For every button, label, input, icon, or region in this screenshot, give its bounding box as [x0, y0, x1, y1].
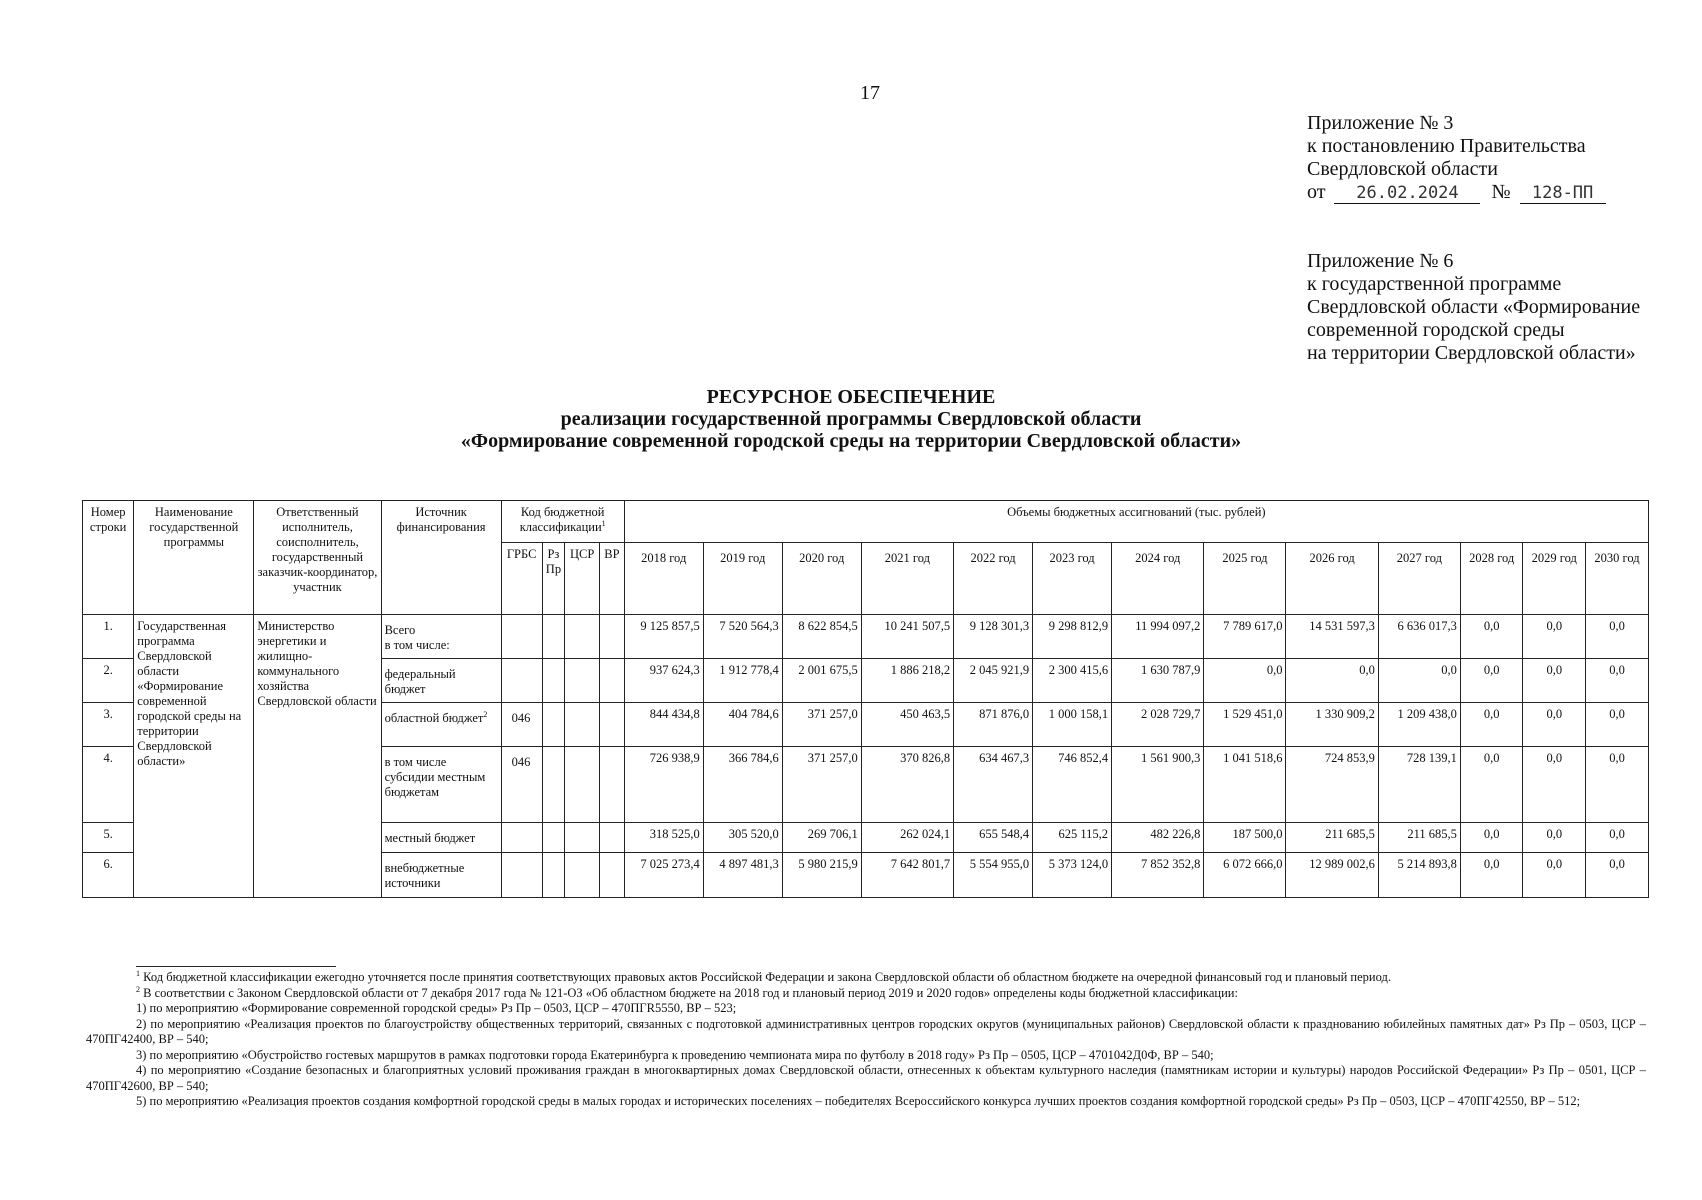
header-year: 2026 год [1286, 543, 1378, 615]
value-cell: 318 525,0 [624, 823, 703, 853]
value-cell: 1 041 518,6 [1204, 747, 1286, 823]
vr-cell [600, 853, 625, 898]
value-cell: 0,0 [1523, 703, 1586, 747]
title-line: реализации государственной программы Свердловской области [560, 408, 1142, 430]
annex-6-line: к государственной программе [1307, 273, 1562, 295]
header-row-number: Номер строки [83, 501, 134, 615]
source-cell [381, 659, 501, 703]
annex-6-line: Свердловской области «Формирование [1307, 296, 1641, 318]
source-cell [381, 615, 501, 659]
value-cell: 0,0 [1460, 659, 1523, 703]
source-cell [381, 823, 501, 853]
value-cell: 0,0 [1523, 823, 1586, 853]
value-cell: 0,0 [1460, 615, 1523, 659]
header-year: 2020 год [782, 543, 861, 615]
value-cell: 371 257,0 [782, 703, 861, 747]
header-grbs: ГРБС [501, 543, 542, 615]
vr-cell [600, 659, 625, 703]
grbs-cell: 046 [501, 703, 542, 747]
value-cell: 187 500,0 [1204, 823, 1286, 853]
value-cell: 305 520,0 [703, 823, 782, 853]
header-source: Источник финансирования [381, 501, 501, 615]
value-cell: 1 886 218,2 [861, 659, 953, 703]
value-cell: 871 876,0 [954, 703, 1033, 747]
value-cell: 7 520 564,3 [703, 615, 782, 659]
value-cell: 269 706,1 [782, 823, 861, 853]
header-year: 2025 год [1204, 543, 1286, 615]
value-cell: 1 330 909,2 [1286, 703, 1378, 747]
value-cell: 4 897 481,3 [703, 853, 782, 898]
value-cell: 655 548,4 [954, 823, 1033, 853]
rzpr-cell [542, 823, 565, 853]
value-cell: 6 072 666,0 [1204, 853, 1286, 898]
value-cell: 5 214 893,8 [1378, 853, 1460, 898]
header-year: 2028 год [1460, 543, 1523, 615]
value-cell: 937 624,3 [624, 659, 703, 703]
row-number: 2. [83, 659, 134, 703]
annex-6-line: современной городской среды [1307, 319, 1565, 341]
header-year: 2022 год [954, 543, 1033, 615]
header-year: 2024 год [1112, 543, 1204, 615]
value-cell: 12 989 002,6 [1286, 853, 1378, 898]
footnote-ref-1: 1 [601, 518, 606, 528]
value-cell: 2 028 729,7 [1112, 703, 1204, 747]
value-cell: 14 531 597,3 [1286, 615, 1378, 659]
value-cell: 634 467,3 [954, 747, 1033, 823]
vr-cell [600, 747, 625, 823]
header-year: 2019 год [703, 543, 782, 615]
value-cell: 7 852 352,8 [1112, 853, 1204, 898]
value-cell: 2 001 675,5 [782, 659, 861, 703]
value-cell: 1 561 900,3 [1112, 747, 1204, 823]
header-year: 2023 год [1033, 543, 1112, 615]
footnote-1 [86, 970, 1646, 986]
value-cell: 0,0 [1586, 823, 1649, 853]
value-cell: 0,0 [1286, 659, 1378, 703]
header-rzpr: Рз Пр [542, 543, 565, 615]
value-cell: 0,0 [1523, 853, 1586, 898]
value-cell: 0,0 [1460, 747, 1523, 823]
header-year: 2030 год [1586, 543, 1649, 615]
value-cell: 0,0 [1586, 615, 1649, 659]
rzpr-cell [542, 853, 565, 898]
header-responsible: Ответственный исполнитель, соисполнитель, государственный заказчик-координатор, участник [254, 501, 381, 615]
title-line: «Формирование современной городской среды на территории Свердловской области» [460, 430, 1242, 452]
value-cell: 1 000 158,1 [1033, 703, 1112, 747]
rzpr-cell [542, 659, 565, 703]
value-cell: 8 622 854,5 [782, 615, 861, 659]
csr-cell [565, 615, 600, 659]
annex-3-date-line [1307, 181, 1606, 204]
value-cell: 0,0 [1586, 853, 1649, 898]
grbs-cell [501, 853, 542, 898]
row-number: 6. [83, 853, 134, 898]
value-cell: 262 024,1 [861, 823, 953, 853]
header-budget-code-text: Код бюджетной классификации [519, 505, 605, 534]
footnote-item: 3) по мероприятию «Обустройство гостевых маршрутов в рамках подготовки города Екатеринбурга к проведению чемпионата мира по футболу в 2018 году» Рз Пр – 0505, ЦСР – 4701042Д0Ф, ВР – 540; [136, 1047, 1214, 1062]
table-row [83, 615, 1649, 659]
source-text: федеральный бюджет [384, 667, 456, 696]
source-text: Всего в том числе: [384, 623, 450, 652]
value-cell: 371 257,0 [782, 747, 861, 823]
annex-3-line: к постановлению Правительства [1307, 135, 1586, 157]
header-year: 2018 год [624, 543, 703, 615]
value-cell: 1 209 438,0 [1378, 703, 1460, 747]
grbs-cell: 046 [501, 747, 542, 823]
value-cell: 5 980 215,9 [782, 853, 861, 898]
grbs-cell [501, 823, 542, 853]
value-cell: 5 373 124,0 [1033, 853, 1112, 898]
footnote-mark: 1 [136, 968, 140, 978]
value-cell: 6 636 017,3 [1378, 615, 1460, 659]
value-cell: 1 630 787,9 [1112, 659, 1204, 703]
vr-cell [600, 823, 625, 853]
header-volumes: Объемы бюджетных ассигнований (тыс. рублей) [624, 501, 1648, 543]
header-year: 2021 год [861, 543, 953, 615]
source-text: в том числе субсидии местным бюджетам [384, 755, 486, 799]
footnotes [86, 970, 1646, 1110]
value-cell: 9 298 812,9 [1033, 615, 1112, 659]
value-cell: 7 789 617,0 [1204, 615, 1286, 659]
csr-cell [565, 747, 600, 823]
resource-table [82, 500, 1649, 898]
footnote-text: В соответствии с Законом Свердловской области от 7 декабря 2017 года № 121-ОЗ «Об областном бюджете на 2018 год и плановый период 2019 и 2020 годов» определены коды бюджетной классификации: [140, 985, 1238, 1000]
vr-cell [600, 703, 625, 747]
rzpr-cell [542, 703, 565, 747]
value-cell: 9 125 857,5 [624, 615, 703, 659]
annex-3-line: Приложение № 3 [1307, 112, 1454, 134]
vr-cell [600, 615, 625, 659]
page-number: 17 [860, 82, 880, 104]
source-text: внебюджетные источники [384, 861, 465, 890]
value-cell: 1 912 778,4 [703, 659, 782, 703]
value-cell: 0,0 [1523, 615, 1586, 659]
value-cell: 0,0 [1523, 659, 1586, 703]
header-year: 2029 год [1523, 543, 1586, 615]
row-number: 5. [83, 823, 134, 853]
grbs-cell [501, 615, 542, 659]
footnote-2 [86, 986, 1646, 1002]
value-cell: 7 025 273,4 [624, 853, 703, 898]
source-cell [381, 747, 501, 823]
value-cell: 370 826,8 [861, 747, 953, 823]
value-cell: 0,0 [1460, 823, 1523, 853]
value-cell: 844 434,8 [624, 703, 703, 747]
value-cell: 10 241 507,5 [861, 615, 953, 659]
value-cell: 0,0 [1460, 703, 1523, 747]
value-cell: 211 685,5 [1378, 823, 1460, 853]
value-cell: 2 300 415,6 [1033, 659, 1112, 703]
annex-6-block [1307, 250, 1687, 365]
source-cell [381, 703, 501, 747]
annex-3-block [1307, 112, 1606, 204]
csr-cell [565, 659, 600, 703]
program-name-cell: Государственная программа Свердловской области «Формирование современной городской среды на территории Свердловской области» [134, 615, 254, 898]
header-csr: ЦСР [565, 543, 600, 615]
value-cell: 2 045 921,9 [954, 659, 1033, 703]
value-cell: 7 642 801,7 [861, 853, 953, 898]
footnote-item: 2) по мероприятию «Реализация проектов по благоустройству общественных территорий, связанных с подготовкой административных центров городских округов (муниципальных районов) Свердловской области к празднованию юбилейных памятных дат» Рз Пр – 0503, ЦСР – 470ПГ42400, ВР – 540; [86, 1016, 1646, 1046]
value-cell: 9 128 301,3 [954, 615, 1033, 659]
footnote-separator [136, 966, 336, 967]
footnote-item: 5) по мероприятию «Реализация проектов создания комфортной городской среды в малых городах и исторических поселениях – победителях Всероссийского конкурса лучших проектов создания комфортной городской среды» Рз Пр – 0503, ЦСР – 470ПГ42550, ВР – 512; [136, 1094, 1581, 1108]
document-title [0, 386, 1702, 452]
header-year: 2027 год [1378, 543, 1460, 615]
row-number: 4. [83, 747, 134, 823]
rzpr-cell [542, 747, 565, 823]
number-prefix: № [1491, 181, 1511, 203]
header-vr: ВР [600, 543, 625, 615]
value-cell: 0,0 [1204, 659, 1286, 703]
value-cell: 482 226,8 [1112, 823, 1204, 853]
value-cell: 404 784,6 [703, 703, 782, 747]
footnote-mark: 2 [136, 984, 140, 994]
row-number: 1. [83, 615, 134, 659]
annex-6-line: Приложение № 6 [1307, 250, 1454, 272]
value-cell: 0,0 [1460, 853, 1523, 898]
header-program-name: Наименование государственной программы [134, 501, 254, 615]
responsible-cell: Министерство энергетики и жилищно-коммунального хозяйства Свердловской области [254, 615, 381, 898]
row-number: 3. [83, 703, 134, 747]
footnote-item: 1) по мероприятию «Формирование современной городской среды» Рз Пр – 0503, ЦСР – 470ПГR5550, ВР – 523; [136, 1001, 737, 1015]
csr-cell [565, 823, 600, 853]
value-cell: 0,0 [1378, 659, 1460, 703]
value-cell: 5 554 955,0 [954, 853, 1033, 898]
date-prefix: от [1307, 181, 1326, 203]
footnote-ref-2: 2 [483, 709, 488, 719]
grbs-cell [501, 659, 542, 703]
value-cell: 1 529 451,0 [1204, 703, 1286, 747]
header-budget-code [501, 501, 624, 543]
value-cell: 0,0 [1586, 703, 1649, 747]
footnote-item: 4) по мероприятию «Создание безопасных и благоприятных условий проживания граждан в многоквартирных домах Свердловской области, отнесенных к объектам культурного наследия (памятникам истории и культуры) народов Российской Федерации» Рз Пр – 0501, ЦСР – 470ПГ42600, ВР – 540; [86, 1063, 1646, 1093]
value-cell: 450 463,5 [861, 703, 953, 747]
annex-6-line: на территории Свердловской области» [1307, 342, 1636, 364]
csr-cell [565, 703, 600, 747]
value-cell: 211 685,5 [1286, 823, 1378, 853]
value-cell: 0,0 [1586, 747, 1649, 823]
value-cell: 726 938,9 [624, 747, 703, 823]
document-date: 26.02.2024 [1334, 183, 1480, 204]
rzpr-cell [542, 615, 565, 659]
value-cell: 625 115,2 [1033, 823, 1112, 853]
csr-cell [565, 853, 600, 898]
value-cell: 366 784,6 [703, 747, 782, 823]
value-cell: 0,0 [1586, 659, 1649, 703]
source-cell [381, 853, 501, 898]
title-line: РЕСУРСНОЕ ОБЕСПЕЧЕНИЕ [706, 386, 996, 408]
document-number: 128-ПП [1520, 183, 1606, 204]
value-cell: 11 994 097,2 [1112, 615, 1204, 659]
value-cell: 728 139,1 [1378, 747, 1460, 823]
annex-3-line: Свердловской области [1307, 158, 1498, 180]
value-cell: 724 853,9 [1286, 747, 1378, 823]
footnote-text: Код бюджетной классификации ежегодно уточняется после принятия соответствующих правовых актов Российской Федерации и закона Свердловской области об областном бюджете на очередной финансовый год и плановый период. [140, 970, 1391, 984]
source-text: местный бюджет [384, 831, 476, 845]
source-text: областной бюджет [384, 711, 484, 725]
value-cell: 746 852,4 [1033, 747, 1112, 823]
value-cell: 0,0 [1523, 747, 1586, 823]
